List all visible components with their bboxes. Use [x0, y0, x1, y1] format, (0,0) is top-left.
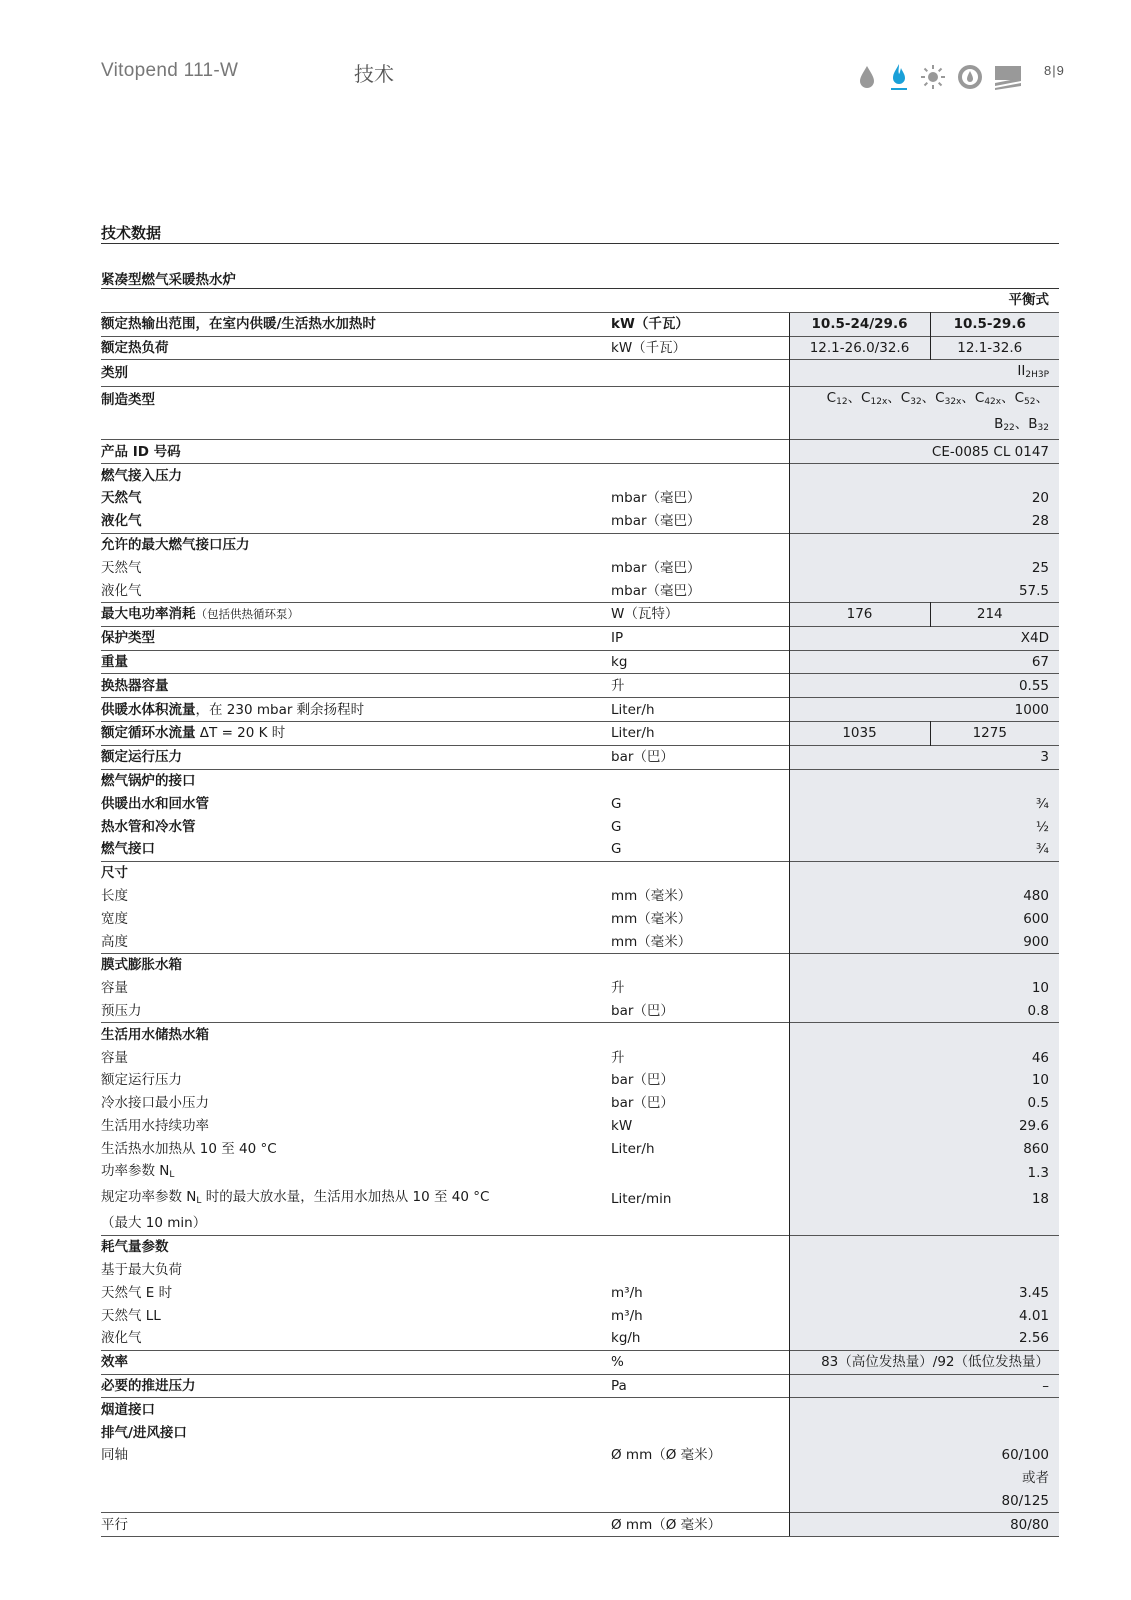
row-unit [611, 1259, 789, 1282]
row-unit: G [611, 818, 622, 835]
row-value [789, 1212, 1059, 1235]
table-row [101, 1212, 1059, 1235]
row-unit [611, 464, 789, 487]
gas-flame-icon [888, 63, 910, 91]
row-value: 46 [789, 1046, 1059, 1069]
row-unit: m³/h [611, 1307, 643, 1324]
row-label-text: 天然气 [101, 559, 142, 576]
row-value: 83（高位发热量）/92（低位发热量） [789, 1350, 1059, 1374]
row-label [101, 792, 611, 815]
table-row [101, 650, 1059, 674]
page-number: 8|9 [1044, 63, 1065, 78]
row-label [101, 440, 611, 464]
row-label-text: 制造类型 [101, 392, 155, 409]
row-label-text: 燃气接口 [101, 841, 155, 858]
row-value: 28 [789, 510, 1059, 533]
row-label-text: 长度 [101, 887, 128, 904]
row-value [789, 1023, 1059, 1046]
row-value: 或者 [789, 1467, 1059, 1490]
row-value [789, 953, 1059, 976]
row-label [101, 1281, 611, 1304]
row-label-note: ，在 230 mbar 剩余扬程时 [195, 701, 365, 718]
row-unit: kW [611, 1117, 633, 1134]
row-label [101, 312, 611, 336]
row-unit [611, 1490, 789, 1513]
row-unit [611, 533, 789, 556]
row-value: 25 [789, 556, 1059, 579]
header-blank-unit [611, 289, 789, 312]
row-label [101, 1259, 611, 1282]
row-label [101, 838, 611, 861]
row-unit: Ø mm（Ø 毫米） [611, 1513, 789, 1537]
header-icon-row [856, 63, 1022, 91]
row-value [789, 769, 1059, 792]
table-row [101, 1069, 1059, 1092]
row-value: 2.56 [789, 1327, 1059, 1350]
row-label [101, 698, 611, 722]
table-row [101, 953, 1059, 976]
row-label-text: 生活热水加热从 10 至 40 °C [101, 1140, 277, 1157]
table-row [101, 1259, 1059, 1282]
table-row [101, 487, 1059, 510]
section-title: 技术数据 [101, 224, 162, 242]
row-unit [611, 1160, 789, 1186]
row-label-text: 耗气量参数 [101, 1239, 169, 1256]
section-divider [101, 243, 1059, 244]
row-label-text: 冷水接口最小压力 [101, 1095, 209, 1112]
row-unit [611, 1212, 789, 1235]
row-label-text: 平行 [101, 1516, 128, 1533]
row-label [101, 413, 611, 440]
row-label-text: 液化气 [101, 513, 142, 530]
row-label [101, 769, 611, 792]
row-unit: mm（毫米） [611, 910, 692, 927]
row-label [101, 1186, 611, 1212]
row-unit: 升 [611, 674, 789, 698]
row-label [101, 885, 611, 908]
row-label [101, 1069, 611, 1092]
row-value: 67 [789, 650, 1059, 674]
row-label-text: 额定热输出范围，在室内供暖/生活热水加热时 [101, 316, 376, 333]
row-unit: mbar（毫巴） [611, 559, 701, 576]
row-label-text: 允许的最大燃气接口压力 [101, 536, 250, 553]
row-label-text: 尺寸 [101, 865, 128, 882]
row-label [101, 533, 611, 556]
row-label-text: 类别 [101, 365, 128, 382]
row-value: ¾ [789, 792, 1059, 815]
table-row [101, 579, 1059, 602]
row-label [101, 1444, 611, 1467]
row-label [101, 360, 611, 387]
table-row [101, 1092, 1059, 1115]
row-value: CE-0085 CL 0147 [789, 440, 1059, 464]
table-row [101, 510, 1059, 533]
row-label-text: 生活用水储热水箱 [101, 1026, 209, 1043]
row-value: 10 [789, 977, 1059, 1000]
row-value-variant-1: 176 [789, 602, 930, 626]
row-value: $II_{2H3P}$ [789, 360, 1059, 387]
row-value [789, 1259, 1059, 1282]
row-value: 18 [789, 1186, 1059, 1212]
row-unit: mm（毫米） [611, 933, 692, 950]
table-row [101, 745, 1059, 769]
column-header-balanced: 平衡式 [789, 289, 1059, 312]
row-unit: Ø mm（Ø 毫米） [611, 1447, 722, 1464]
row-label [101, 907, 611, 930]
row-label-text: 天然气 E 时 [101, 1284, 173, 1301]
row-unit [611, 440, 789, 464]
row-unit: mbar（毫巴） [611, 513, 701, 530]
row-value-variant-1: 10.5-24/29.6 [789, 312, 930, 336]
row-unit: Liter/min [611, 1191, 672, 1208]
row-label-text: 热水管和冷水管 [101, 818, 196, 835]
solar-panel-icon [994, 64, 1022, 90]
row-unit: mm（毫米） [611, 887, 692, 904]
table-header-row [101, 289, 1059, 312]
table-row [101, 815, 1059, 838]
row-unit: G [611, 841, 622, 858]
row-value [789, 861, 1059, 884]
row-unit: bar（巴） [611, 1002, 674, 1019]
row-value: X4D [789, 626, 1059, 650]
row-label [101, 579, 611, 602]
water-drop-icon [856, 64, 878, 90]
table-row [101, 1186, 1059, 1212]
row-label [101, 1000, 611, 1023]
row-label-text: 额定运行压力 [101, 749, 182, 766]
row-label-text: 液化气 [101, 582, 142, 599]
document-title: Vitopend 111-W [101, 60, 239, 81]
table-row [101, 626, 1059, 650]
row-label [101, 1327, 611, 1350]
row-label [101, 721, 611, 745]
row-label-text: 燃气接入压力 [101, 467, 182, 484]
table-row [101, 1304, 1059, 1327]
row-unit: Liter/h [611, 721, 789, 745]
row-value-variant-2: 1275 [930, 721, 1059, 745]
row-label-text: 供暖水体积流量 [101, 701, 196, 718]
row-value-variant-2: 12.1-32.6 [930, 336, 1059, 360]
row-value: 600 [789, 907, 1059, 930]
row-unit: IP [611, 626, 789, 650]
row-label-text: 液化气 [101, 1330, 142, 1347]
row-unit [611, 413, 789, 440]
row-label-text: 高度 [101, 933, 128, 950]
row-label-text: 必要的推进压力 [101, 1378, 196, 1395]
row-value-variant-2: 10.5-29.6 [930, 312, 1059, 336]
table-row [101, 464, 1059, 487]
document-section: 技术 [354, 62, 394, 86]
row-value: ¾ [789, 838, 1059, 861]
row-label-note: （包括供热循环泵） [195, 607, 299, 622]
row-label-text: 规定功率参数 $N_L$ 时的最大放水量，生活用水加热从 10 至 40 °C [101, 1189, 490, 1207]
row-label [101, 861, 611, 884]
row-label [101, 650, 611, 674]
row-label [101, 1046, 611, 1069]
row-unit [611, 953, 789, 976]
row-label-text: 最大电功率消耗 [101, 606, 196, 623]
table-row [101, 1115, 1059, 1138]
row-value: $C_{12}$、$C_{12x}$、$C_{32}$、$C_{32x}$、$C_{42x}$、$C_{52}$、 [789, 387, 1059, 414]
table-row [101, 698, 1059, 722]
row-value: 0.8 [789, 1000, 1059, 1023]
row-label [101, 1421, 611, 1444]
subsection-title: 紧凑型燃气采暖热水炉 [101, 272, 236, 288]
table-row [101, 1513, 1059, 1537]
row-label [101, 815, 611, 838]
table-row [101, 1398, 1059, 1421]
row-value: 480 [789, 885, 1059, 908]
row-value [789, 1421, 1059, 1444]
row-label-text: 产品 ID 号码 [101, 443, 181, 460]
row-unit: G [611, 795, 622, 812]
table-row [101, 885, 1059, 908]
row-label-text: 膜式膨胀水箱 [101, 957, 182, 974]
row-label [101, 1212, 611, 1235]
row-value: ½ [789, 815, 1059, 838]
table-row [101, 1350, 1059, 1374]
row-label-text: 生活用水持续功率 [101, 1117, 209, 1134]
row-label-text: 天然气 LL [101, 1307, 161, 1324]
row-unit [611, 1235, 789, 1258]
row-label-text: 燃气锅炉的接口 [101, 772, 196, 789]
row-unit: Liter/h [611, 698, 789, 722]
row-value: 29.6 [789, 1115, 1059, 1138]
row-value: 1.3 [789, 1160, 1059, 1186]
row-unit: kg/h [611, 1330, 641, 1347]
row-unit: bar（巴） [611, 745, 789, 769]
row-label-text: 供暖出水和回水管 [101, 795, 209, 812]
table-row [101, 360, 1059, 387]
row-unit [611, 1467, 789, 1490]
row-unit: bar（巴） [611, 1072, 674, 1089]
table-row [101, 413, 1059, 440]
table-row [101, 674, 1059, 698]
table-row [101, 792, 1059, 815]
row-label [101, 953, 611, 976]
row-value: 80/80 [789, 1513, 1059, 1537]
row-label [101, 745, 611, 769]
table-row [101, 1023, 1059, 1046]
row-value: 860 [789, 1137, 1059, 1160]
row-unit: mbar（毫巴） [611, 490, 701, 507]
row-value-variant-2: 214 [930, 602, 1059, 626]
row-value [789, 533, 1059, 556]
table-row [101, 1046, 1059, 1069]
table-row [101, 1421, 1059, 1444]
row-label [101, 1513, 611, 1537]
row-unit: 升 [611, 980, 625, 997]
row-label [101, 510, 611, 533]
row-value: 0.5 [789, 1092, 1059, 1115]
row-unit [611, 769, 789, 792]
table-row [101, 907, 1059, 930]
table-row [101, 533, 1059, 556]
table-row [101, 1374, 1059, 1398]
row-label [101, 1115, 611, 1138]
row-value: 10 [789, 1069, 1059, 1092]
table-row [101, 1467, 1059, 1490]
row-value: 20 [789, 487, 1059, 510]
boiler-ring-icon [956, 63, 984, 91]
table-row [101, 861, 1059, 884]
table-row [101, 440, 1059, 464]
table-row [101, 1235, 1059, 1258]
row-label-text: 额定运行压力 [101, 1072, 182, 1089]
row-unit [611, 387, 789, 414]
row-value [789, 1398, 1059, 1421]
row-unit: bar（巴） [611, 1095, 674, 1112]
row-unit [611, 1023, 789, 1046]
row-label [101, 626, 611, 650]
row-label-text: 容量 [101, 980, 128, 997]
row-unit: kg [611, 650, 789, 674]
row-label-text: 重量 [101, 653, 128, 670]
table-row [101, 556, 1059, 579]
table-row [101, 336, 1059, 360]
row-unit: Liter/h [611, 1140, 655, 1157]
table-row [101, 1160, 1059, 1186]
row-label [101, 1235, 611, 1258]
row-label [101, 1304, 611, 1327]
row-label-text: 额定循环水流量 [101, 725, 196, 742]
row-value: – [789, 1374, 1059, 1398]
row-label [101, 1350, 611, 1374]
row-label [101, 387, 611, 414]
row-value: 57.5 [789, 579, 1059, 602]
row-label-text: 宽度 [101, 910, 128, 927]
row-label [101, 1467, 611, 1490]
row-label [101, 1160, 611, 1186]
table-row [101, 1137, 1059, 1160]
row-label-text: 基于最大负荷 [101, 1262, 182, 1279]
row-value: 60/100 [789, 1444, 1059, 1467]
row-value-variant-1: 12.1-26.0/32.6 [789, 336, 930, 360]
row-unit [611, 1421, 789, 1444]
row-label [101, 977, 611, 1000]
table-row [101, 387, 1059, 414]
table-row [101, 838, 1059, 861]
row-label-note: ΔT = 20 K 时 [195, 725, 286, 742]
row-unit: 升 [611, 1049, 625, 1066]
row-label-text: 保护类型 [101, 630, 155, 647]
row-unit: kW（千瓦） [611, 336, 789, 360]
row-label-text: 排气/进风接口 [101, 1424, 187, 1441]
row-unit: W（瓦特） [611, 602, 789, 626]
row-label-text: 烟道接口 [101, 1401, 155, 1418]
row-value: 3 [789, 745, 1059, 769]
row-label-text: 同轴 [101, 1447, 128, 1464]
row-unit: m³/h [611, 1284, 643, 1301]
table-row [101, 721, 1059, 745]
row-label [101, 336, 611, 360]
row-value: 1000 [789, 698, 1059, 722]
table-row [101, 977, 1059, 1000]
row-label-text: 额定热负荷 [101, 339, 169, 356]
table-row [101, 1444, 1059, 1467]
row-unit [611, 861, 789, 884]
row-label [101, 1490, 611, 1513]
row-unit [611, 360, 789, 387]
row-value [789, 464, 1059, 487]
row-label-text: （最大 10 min） [101, 1215, 207, 1232]
row-label-text: 功率参数 $N_L$ [101, 1163, 175, 1181]
table-row [101, 769, 1059, 792]
row-label [101, 464, 611, 487]
sun-icon [920, 64, 946, 90]
row-label-text: 换热器容量 [101, 677, 169, 694]
row-value: 3.45 [789, 1281, 1059, 1304]
table-row [101, 602, 1059, 626]
row-label [101, 1374, 611, 1398]
row-value: 0.55 [789, 674, 1059, 698]
row-unit [611, 1398, 789, 1421]
header-blank-label [101, 289, 611, 312]
row-label [101, 1023, 611, 1046]
row-value-variant-1: 1035 [789, 721, 930, 745]
row-label [101, 556, 611, 579]
table-row [101, 1000, 1059, 1023]
row-label [101, 487, 611, 510]
row-label [101, 674, 611, 698]
row-label [101, 602, 611, 626]
row-value [789, 1235, 1059, 1258]
row-label [101, 1398, 611, 1421]
row-label-text: 天然气 [101, 490, 142, 507]
row-value: $B_{22}$、$B_{32}$ [789, 413, 1059, 440]
row-unit: kW（千瓦） [611, 312, 789, 336]
table-row [101, 1281, 1059, 1304]
row-label [101, 1092, 611, 1115]
row-unit: % [611, 1350, 789, 1374]
row-unit: mbar（毫巴） [611, 582, 701, 599]
row-label [101, 930, 611, 953]
table-row [101, 930, 1059, 953]
row-value: 900 [789, 930, 1059, 953]
row-value: 4.01 [789, 1304, 1059, 1327]
table-row [101, 1490, 1059, 1513]
row-label-text: 效率 [101, 1354, 128, 1371]
table-row [101, 312, 1059, 336]
row-value: 80/125 [789, 1490, 1059, 1513]
row-label-text: 容量 [101, 1049, 128, 1066]
row-unit: Pa [611, 1374, 789, 1398]
row-label-text: 预压力 [101, 1002, 142, 1019]
row-label [101, 1137, 611, 1160]
table-row [101, 1327, 1059, 1350]
technical-data-table [101, 289, 1059, 1537]
